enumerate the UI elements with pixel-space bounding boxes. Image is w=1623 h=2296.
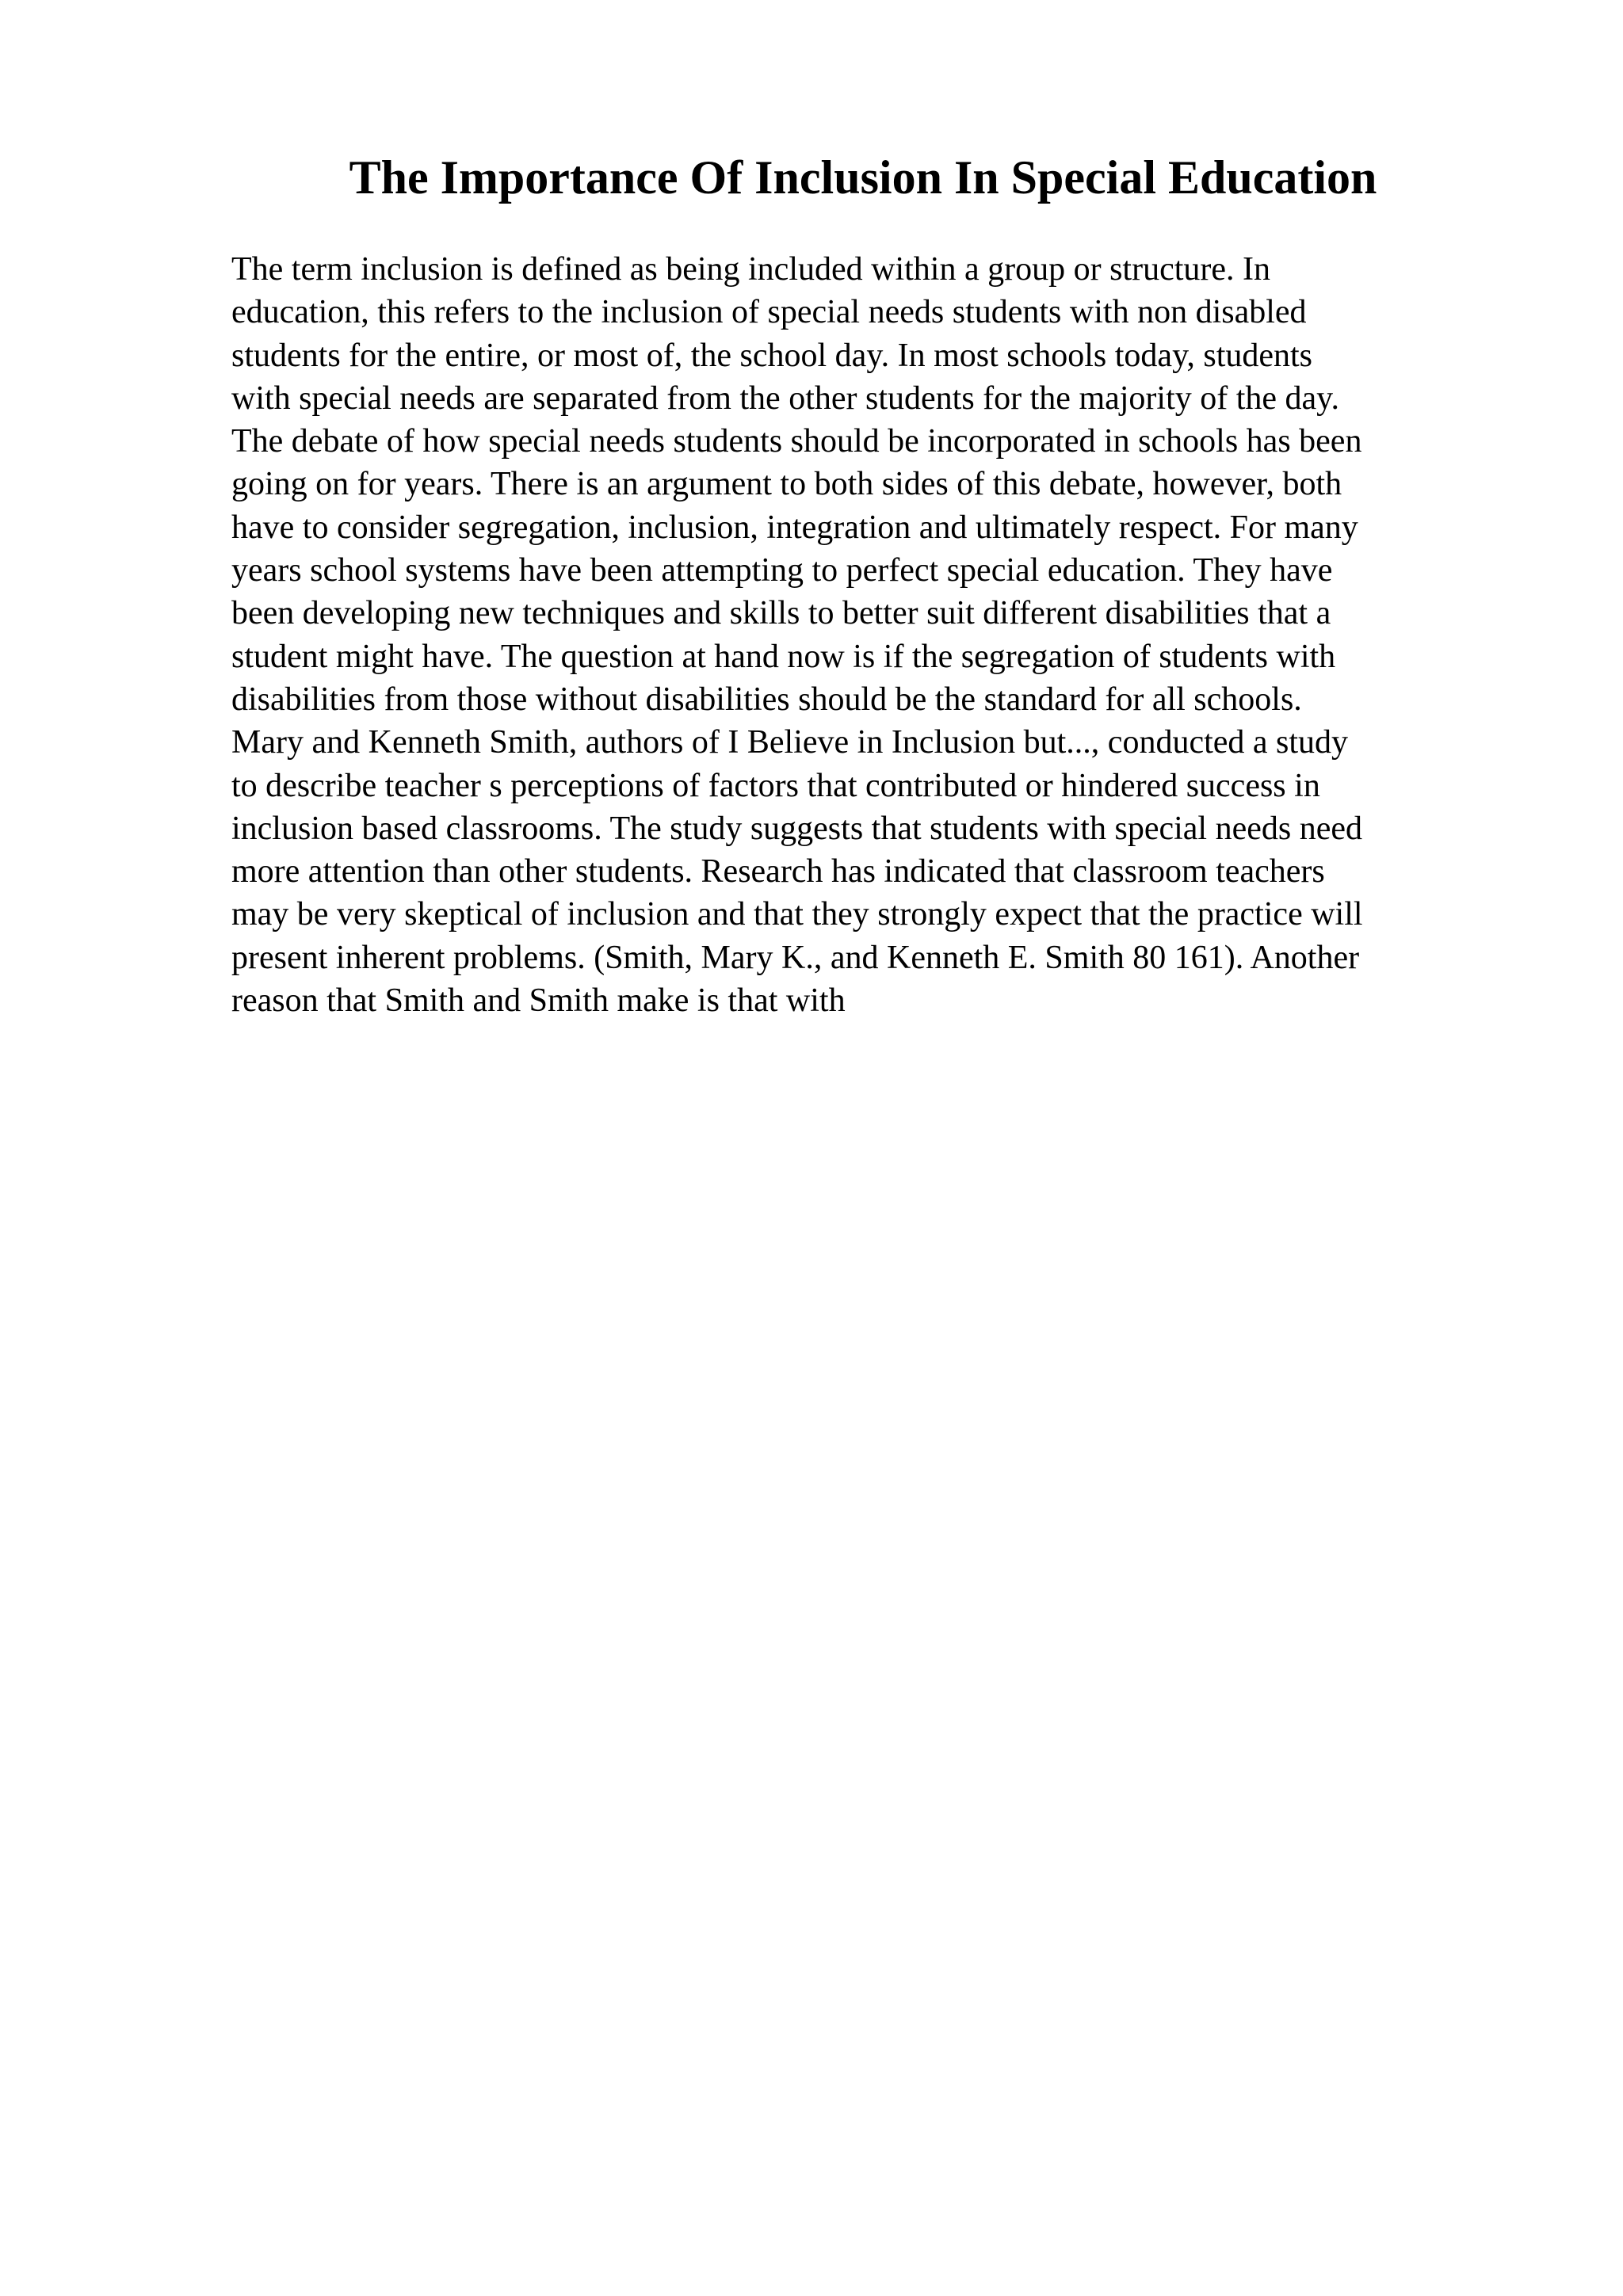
document-body [231, 248, 1499, 1022]
body-line: going on for years. There is an argument to both sides of this debate, however, both [231, 466, 1342, 503]
body-line: Mary and Kenneth Smith, authors of I Believe in Inclusion but..., conducted a study [231, 724, 1349, 761]
body-line: The debate of how special needs students should be incorporated in schools has been [231, 423, 1362, 460]
body-line: student might have. The question at hand now is if the segregation of students with [231, 638, 1336, 675]
document-title: The Importance Of Inclusion In Special Education [349, 151, 1377, 204]
body-line: students for the entire, or most of, the school day. In most schools today, students [231, 337, 1313, 374]
body-line: to describe teacher s perceptions of factors that contributed or hindered success in [231, 767, 1320, 804]
body-line: present inherent problems. (Smith, Mary K., and Kenneth E. Smith 80 161). Another [231, 939, 1360, 976]
body-line: have to consider segregation, inclusion, integration and ultimately respect. For many [231, 509, 1358, 546]
body-line: inclusion based classrooms. The study suggests that students with special needs need [231, 810, 1362, 847]
body-line: The term inclusion is defined as being included within a group or structure. In [231, 251, 1271, 288]
body-line: reason that Smith and Smith make is that with [231, 982, 846, 1020]
body-line: years school systems have been attempting to perfect special education. They have [231, 552, 1333, 589]
body-line: disabilities from those without disabilities should be the standard for all schools. [231, 681, 1302, 718]
body-line: education, this refers to the inclusion of special needs students with non disabled [231, 294, 1307, 331]
body-line: with special needs are separated from the other students for the majority of the day. [231, 379, 1339, 417]
body-line: been developing new techniques and skills to better suit different disabilities that a [231, 595, 1331, 632]
body-line: may be very skeptical of inclusion and that they strongly expect that the practice will [231, 896, 1363, 933]
body-line: more attention than other students. Research has indicated that classroom teachers [231, 853, 1325, 891]
